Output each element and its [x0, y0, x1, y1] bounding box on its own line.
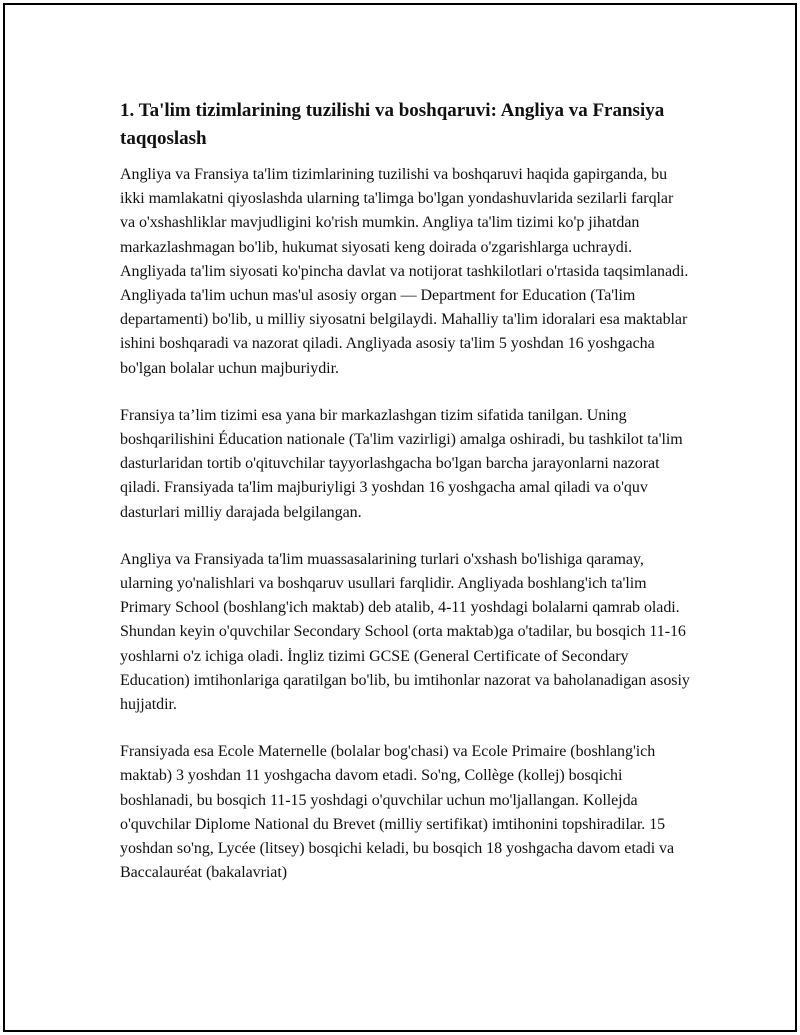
section-heading: 1. Ta'lim tizimlarining tuzilishi va boshqaruvi: Angliya va Fransiya taqqoslash	[120, 100, 665, 149]
document-content	[120, 97, 690, 908]
document-page	[3, 3, 797, 1032]
paragraph-england-overview: Angliya va Fransiya ta'lim tizimlarining tuzilishi va boshqaruvi haqida gapirganda, bu ikki mamlakatni qiyoslashda ularning ta'limga bo'lgan yondashuvlarida sezilarli farqlar va o'xshashliklar mavjudligini ko'rish mumkin. Angliya ta'lim tizimi ko'p jihatdan markazlashmagan bo'lib, hukumat siyosati keng doirada o'zgarishlarga uchraydi. Angliyada ta'lim siyosati ko'pincha davlat va notijorat tashkilotlari o'rtasida taqsimlanadi. Angliyada ta'lim uchun mas'ul asosiy organ — Department for Education (Ta'lim departamenti) bo'lib, u milliy siyosatni belgilaydi. Mahalliy ta'lim idoralari esa maktablar ishini boshqaradi va nazorat qiladi. Angliyada asosiy ta'lim 5 yoshdan 16 yoshgacha bo'lgan bolalar uchun majburiydir.	[120, 166, 689, 377]
paragraph-france-schools: Fransiyada esa Ecole Maternelle (bolalar bog'chasi) va Ecole Primaire (boshlang'ich maktab) 3 yoshdan 11 yoshgacha davom etadi. So'ng, Collège (kollej) bosqichi boshlanadi, bu bosqich 11-15 yoshdagi o'quvchilar uchun mo'ljallangan. Kollejda o'quvchilar Diplome National du Brevet (milliy sertifikat) imtihonini topshiradilar. 15 yoshdan so'ng, Lycée (litsey) bosqichi keladi, bu bosqich 18 yoshgacha davom etadi va Baccalauréat (bakalavriat)	[120, 743, 675, 882]
paragraph-france-overview: Fransiya ta’lim tizimi esa yana bir markazlashgan tizim sifatida tanilgan. Uning boshqarilishini Éducation nationale (Ta'lim vazirligi) amalga oshiradi, bu tashkilot ta'lim dasturlaridan tortib o'qituvchilar tayyorlashgacha bo'lgan barcha jarayonlarni nazorat qiladi. Fransiyada ta'lim majburiyligi 3 yoshdan 16 yoshgacha amal qiladi va o'quv dasturlari milliy darajada belgilangan.	[120, 406, 683, 521]
paragraph-england-schools: Angliya va Fransiyada ta'lim muassasalarining turlari o'xshash bo'lishiga qaramay, ularning yo'nalishlari va boshqaruv usullari farqlidir. Angliyada boshlang'ich ta'lim Primary School (boshlang'ich maktab) deb atalib, 4-11 yoshdagi bolalarni qamrab oladi. Shundan keyin o'quvchilar Secondary School (orta maktab)ga o'tadilar, bu bosqich 11-16 yoshlarni o'z ichiga oladi. İngliz tizimi GCSE (General Certificate of Secondary Education) imtihonlariga qaratilgan bo'lib, bu imtihonlar nazorat va baholanadigan asosiy hujjatdir.	[120, 550, 690, 714]
